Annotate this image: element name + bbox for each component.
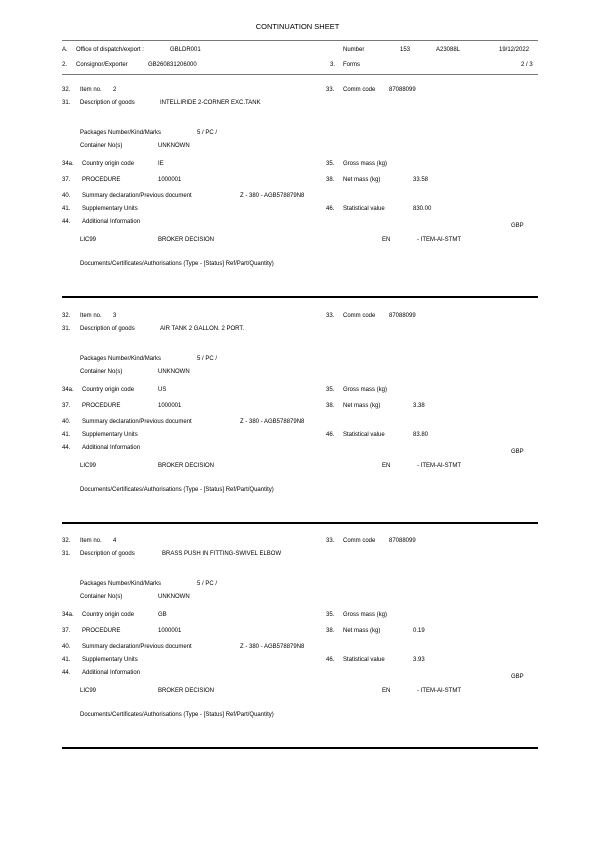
procedure-label: PROCEDURE xyxy=(82,177,121,183)
n46-label: 46. xyxy=(326,206,335,212)
page-indicator: 2 / 3 xyxy=(521,62,533,68)
n3-label: 3. xyxy=(330,62,336,68)
description-label: Description of goods xyxy=(80,551,135,557)
a-label: A. xyxy=(62,47,68,53)
documents-label: Documents/Certificates/Authorisations (Type - [Status] Ref/Part/Quantity) xyxy=(80,712,274,718)
net-mass-label: Net mass (kg) xyxy=(343,628,381,634)
procedure-value: 1000001 xyxy=(158,403,182,409)
n40-label: 40. xyxy=(62,419,71,425)
office-of-dispatch-value: GBLDR001 xyxy=(170,47,201,53)
n33-label: 33. xyxy=(326,313,335,319)
broker-decision: BROKER DECISION xyxy=(158,688,215,694)
currency-code: GBP xyxy=(511,449,524,455)
summary-declaration-value: Z - 380 - AGB578879N8 xyxy=(240,644,305,650)
summary-declaration-label: Summary declaration/Previous document xyxy=(82,419,192,425)
description-value: AIR TANK 2 GALLON. 2 PORT. xyxy=(160,326,245,332)
packages-label: Packages Number/Kind/Marks xyxy=(80,130,162,136)
packages-value: 5 / PC / xyxy=(197,581,218,587)
documents-label: Documents/Certificates/Authorisations (Type - [Status] Ref/Part/Quantity) xyxy=(80,487,274,493)
procedure-label: PROCEDURE xyxy=(82,628,121,634)
supplementary-units-label: Supplementary Units xyxy=(82,206,138,212)
country-origin-value: US xyxy=(158,387,167,393)
country-origin-label: Country origin code xyxy=(82,161,135,167)
n38-label: 38. xyxy=(326,177,335,183)
n46-label: 46. xyxy=(326,657,335,663)
packages-label: Packages Number/Kind/Marks xyxy=(80,356,162,362)
n38-label: 38. xyxy=(326,628,335,634)
consignor-label: Consignor/Exporter xyxy=(76,62,128,68)
licence-code: LIC99 xyxy=(80,688,97,694)
declaration-reference: A23088L xyxy=(436,47,461,53)
comm-code-value: 87088099 xyxy=(389,538,416,544)
header-top-rule xyxy=(62,40,538,41)
item-statement: - ITEM-AI-STMT xyxy=(417,688,461,694)
gross-mass-label: Gross mass (kg) xyxy=(343,612,388,618)
item-separator-rule xyxy=(62,522,538,524)
description-value: BRASS PUSH IN FITTING-SWIVEL ELBOW xyxy=(162,551,282,557)
n37-label: 37. xyxy=(62,177,71,183)
net-mass-value: 0.19 xyxy=(413,628,425,634)
item-no-label: Item no. xyxy=(80,87,102,93)
n32-label: 32. xyxy=(62,538,71,544)
description-label: Description of goods xyxy=(80,100,135,106)
supplementary-units-label: Supplementary Units xyxy=(82,657,138,663)
comm-code-label: Comm code xyxy=(343,313,376,319)
header-bottom-rule xyxy=(62,74,538,75)
n34a-label: 34a. xyxy=(62,161,74,167)
statistical-value-label: Statistical value xyxy=(343,432,385,438)
item-no-value: 2 xyxy=(113,87,117,93)
declaration-date: 19/12/2022 xyxy=(499,47,530,53)
licence-code: LIC99 xyxy=(80,463,97,469)
en-code: EN xyxy=(382,463,391,469)
statistical-value-label: Statistical value xyxy=(343,206,385,212)
statistical-value-value: 3.93 xyxy=(413,657,425,663)
comm-code-label: Comm code xyxy=(343,87,376,93)
en-code: EN xyxy=(382,237,391,243)
documents-label: Documents/Certificates/Authorisations (Type - [Status] Ref/Part/Quantity) xyxy=(80,261,274,267)
n33-label: 33. xyxy=(326,538,335,544)
n2-label: 2. xyxy=(62,62,68,68)
broker-decision: BROKER DECISION xyxy=(158,237,215,243)
n35-label: 35. xyxy=(326,161,335,167)
procedure-label: PROCEDURE xyxy=(82,403,121,409)
n44-label: 44. xyxy=(62,445,71,451)
net-mass-label: Net mass (kg) xyxy=(343,177,381,183)
description-label: Description of goods xyxy=(80,326,135,332)
n31-label: 31. xyxy=(62,551,71,557)
country-origin-value: GB xyxy=(158,612,167,618)
container-label: Container No(s) xyxy=(80,594,123,600)
net-mass-value: 3.38 xyxy=(413,403,425,409)
packages-label: Packages Number/Kind/Marks xyxy=(80,581,162,587)
n35-label: 35. xyxy=(326,387,335,393)
additional-info-label: Additional Information xyxy=(82,445,141,451)
comm-code-value: 87088099 xyxy=(389,87,416,93)
item-no-value: 4 xyxy=(113,538,117,544)
n37-label: 37. xyxy=(62,628,71,634)
n37-label: 37. xyxy=(62,403,71,409)
item-separator-rule xyxy=(62,747,538,749)
statistical-value-value: 83.80 xyxy=(413,432,429,438)
item-no-label: Item no. xyxy=(80,313,102,319)
n34a-label: 34a. xyxy=(62,612,74,618)
gross-mass-label: Gross mass (kg) xyxy=(343,387,388,393)
summary-declaration-value: Z - 380 - AGB578879N8 xyxy=(240,419,305,425)
item-no-value: 3 xyxy=(113,313,117,319)
n32-label: 32. xyxy=(62,313,71,319)
number-label: Number xyxy=(343,47,365,53)
container-label: Container No(s) xyxy=(80,143,123,149)
n46-label: 46. xyxy=(326,432,335,438)
number-value: 153 xyxy=(400,47,411,53)
office-of-dispatch-label: Office of dispatch/export : xyxy=(76,47,144,53)
procedure-value: 1000001 xyxy=(158,628,182,634)
packages-value: 5 / PC / xyxy=(197,356,218,362)
n41-label: 41. xyxy=(62,657,71,663)
procedure-value: 1000001 xyxy=(158,177,182,183)
supplementary-units-label: Supplementary Units xyxy=(82,432,138,438)
item-statement: - ITEM-AI-STMT xyxy=(417,237,461,243)
container-value: UNKNOWN xyxy=(158,594,190,600)
summary-declaration-label: Summary declaration/Previous document xyxy=(82,193,192,199)
country-origin-value: IE xyxy=(158,161,164,167)
container-value: UNKNOWN xyxy=(158,369,190,375)
broker-decision: BROKER DECISION xyxy=(158,463,215,469)
n44-label: 44. xyxy=(62,670,71,676)
summary-declaration-label: Summary declaration/Previous document xyxy=(82,644,192,650)
item-no-label: Item no. xyxy=(80,538,102,544)
country-origin-label: Country origin code xyxy=(82,387,135,393)
statistical-value-label: Statistical value xyxy=(343,657,385,663)
n40-label: 40. xyxy=(62,644,71,650)
n31-label: 31. xyxy=(62,326,71,332)
net-mass-value: 33.58 xyxy=(413,177,429,183)
container-label: Container No(s) xyxy=(80,369,123,375)
gross-mass-label: Gross mass (kg) xyxy=(343,161,388,167)
n35-label: 35. xyxy=(326,612,335,618)
currency-code: GBP xyxy=(511,674,524,680)
currency-code: GBP xyxy=(511,223,524,229)
container-value: UNKNOWN xyxy=(158,143,190,149)
item-statement: - ITEM-AI-STMT xyxy=(417,463,461,469)
forms-label: Forms xyxy=(343,62,360,68)
n41-label: 41. xyxy=(62,206,71,212)
net-mass-label: Net mass (kg) xyxy=(343,403,381,409)
comm-code-value: 87088099 xyxy=(389,313,416,319)
n38-label: 38. xyxy=(326,403,335,409)
consignor-value: GB260831206000 xyxy=(148,62,197,68)
statistical-value-value: 830.00 xyxy=(413,206,432,212)
sheet-title: CONTINUATION SHEET xyxy=(255,22,340,31)
comm-code-label: Comm code xyxy=(343,538,376,544)
item-separator-rule xyxy=(62,296,538,298)
n41-label: 41. xyxy=(62,432,71,438)
additional-info-label: Additional Information xyxy=(82,219,141,225)
packages-value: 5 / PC / xyxy=(197,130,218,136)
n32-label: 32. xyxy=(62,87,71,93)
country-origin-label: Country origin code xyxy=(82,612,135,618)
n44-label: 44. xyxy=(62,219,71,225)
n40-label: 40. xyxy=(62,193,71,199)
n33-label: 33. xyxy=(326,87,335,93)
description-value: INTELLIRIDE 2-CORNER EXC.TANK xyxy=(160,100,261,106)
licence-code: LIC99 xyxy=(80,237,97,243)
additional-info-label: Additional Information xyxy=(82,670,141,676)
n31-label: 31. xyxy=(62,100,71,106)
n34a-label: 34a. xyxy=(62,387,74,393)
summary-declaration-value: Z - 380 - AGB578879N8 xyxy=(240,193,305,199)
en-code: EN xyxy=(382,688,391,694)
